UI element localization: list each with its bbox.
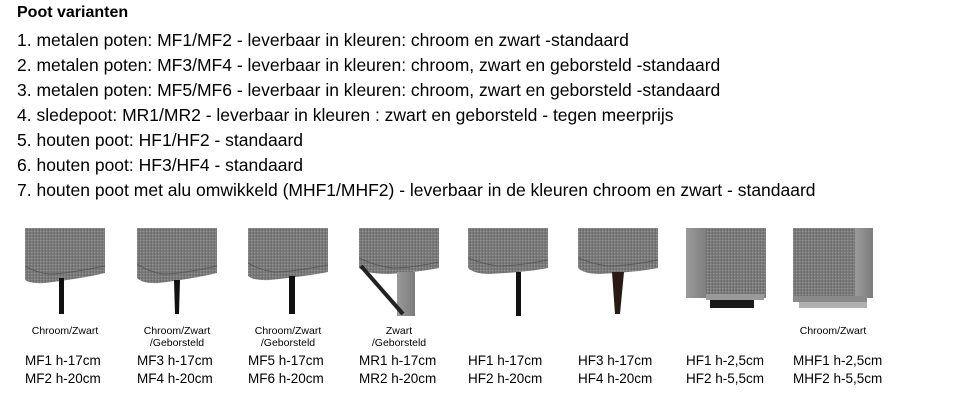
leg-image-hf1	[468, 228, 548, 316]
leg-image-mhf1	[793, 228, 873, 316]
variant-codes: HF1 h-17cm HF2 h-20cm	[468, 353, 543, 386]
variant-codes: MF3 h-17cm MF4 h-20cm	[137, 353, 213, 386]
leg-image-mf5	[248, 228, 328, 316]
description-line: 7. houten poot met alu omwikkeld (MHF1/MHF2) - leverbaar in de kleuren chroom en zwart - standaard	[17, 180, 816, 200]
variant-codes: HF1 h-2,5cm HF2 h-5,5cm	[686, 353, 765, 386]
page-title: Poot varianten	[17, 4, 129, 21]
leg-image-mr1	[359, 228, 439, 316]
leg-image-hf3	[578, 228, 658, 316]
description-line: 3. metalen poten: MF5/MF6 - leverbaar in kleuren: chroom, zwart en geborsteld -standaard	[17, 80, 721, 100]
variant-codes: MF1 h-17cm MF2 h-20cm	[25, 353, 101, 386]
leg-image-hf1-low	[686, 228, 766, 316]
leg-image-mf3	[137, 228, 217, 316]
variant-caption: Chroom/Zwart	[31, 325, 99, 337]
variant-codes: MR1 h-17cm MR2 h-20cm	[359, 353, 437, 386]
leg-image-mf1	[25, 228, 105, 316]
description-line: 4. sledepoot: MR1/MR2 - leverbaar in kleuren : zwart en geborsteld - tegen meerprijs	[17, 105, 674, 125]
variant-codes: MHF1 h-2,5cm MHF2 h-5,5cm	[793, 353, 883, 386]
variant-codes: MF5 h-17cm MF6 h-20cm	[248, 353, 324, 386]
description-line: 5. houten poot: HF1/HF2 - standaard	[17, 130, 303, 150]
variant-caption: Chroom/Zwart	[799, 325, 867, 337]
description-line: 1. metalen poten: MF1/MF2 - leverbaar in kleuren: chroom en zwart -standaard	[17, 30, 629, 50]
description-line: 2. metalen poten: MF3/MF4 - leverbaar in kleuren: chroom, zwart en geborsteld -standaard	[17, 55, 721, 75]
variant-description-list	[17, 28, 816, 203]
variant-caption: Chroom/Zwart /Geborsteld	[143, 325, 211, 349]
variant-caption: Chroom/Zwart /Geborsteld	[254, 325, 322, 349]
variant-codes: HF3 h-17cm HF4 h-20cm	[578, 353, 653, 386]
description-line: 6. houten poot: HF3/HF4 - standaard	[17, 155, 303, 175]
variant-caption: Zwart /Geborsteld	[371, 325, 427, 349]
